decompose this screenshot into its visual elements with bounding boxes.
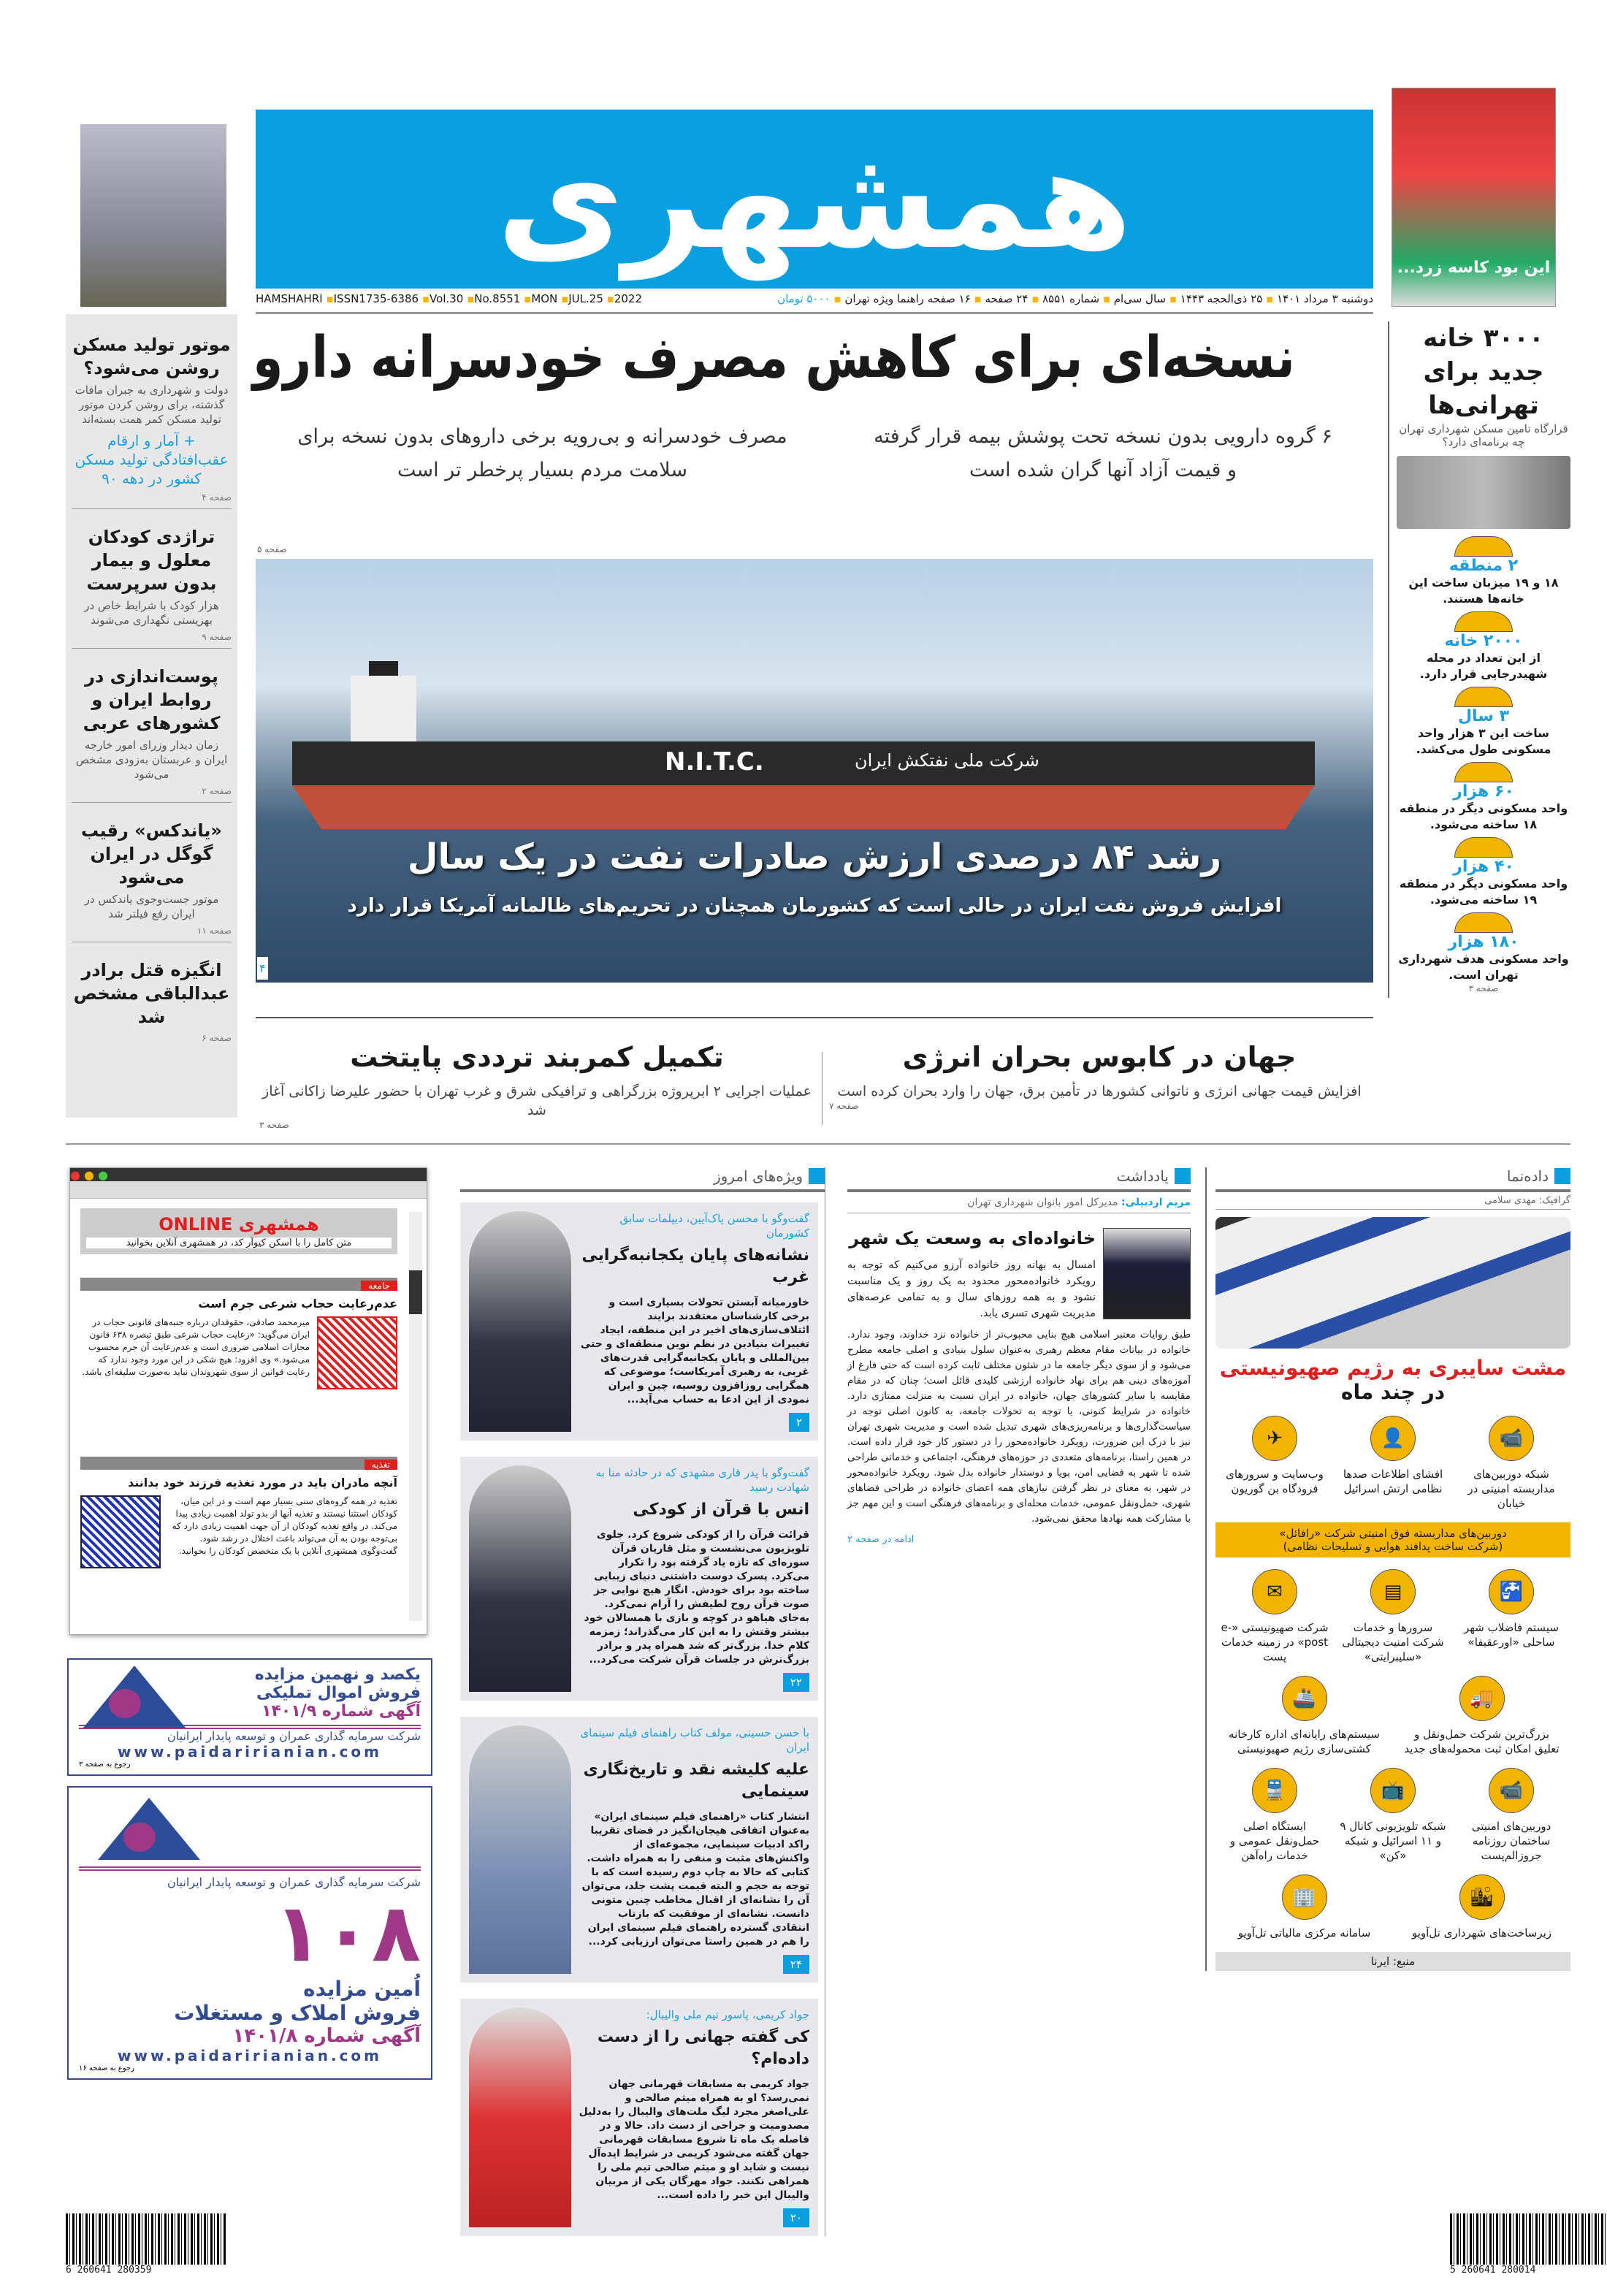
stat-item: ۲۰۰۰ خانه از این تعداد در محله شهیدرجایی قرار دارد. [1397, 611, 1570, 682]
housing-infographic: ۳۰۰۰ خانه جدید برای تهرانی‌ها قرارگاه تامین مسکن شهرداری تهران چه برنامه‌ای دارد؟ ۲ منطقه ۱۸ و ۱۹ میزبان ساخت این خانه‌ها هستند. ۲۰۰۰ خانه از این تعداد در محله شهیدرجایی قرار دارد. ۳ سال ساخت این ۳ هزار واحد مسکونی طول می‌کشد. ۶۰ هزار واحد مسکونی دیگر در منطقه ۱۸ ساخته می‌شود. ۴۰ هزار واحد مسکونی دیگر در منطقه ۱۹ ساخته می‌شود. ۱۸۰ هزار واحد مسکونی هدف شهرداری تهران است. صفحه ۳ [1388, 321, 1570, 998]
target-item: ▤ سرورها و خدمات شرکت امنیت دیجیتالی «سلیبرایتی» [1338, 1569, 1448, 1664]
online-item[interactable]: جامعه عدم‌رعایت حجاب شرعی جرم است میرمحمد صادقی، حقوقدان درباره جنبه‌های قانونی حجاب در ایران می‌گوید: «رعایت حجاب شرعی طبق تبصره ۶۳۸ قانون مجازات اسلامی ضروری است و عدم‌رعایت آن جرم محسوب می‌شود.» وی افزود: هیچ شکی در این مورد وجود ندارد که رعایت قوانین از سوی شهروندان نباید به‌صورت سلیقه‌ای باشد. [80, 1278, 397, 1389]
left-story[interactable]: موتور تولید مسکن روشن می‌شود؟ دولت و شهرداری به جبران مافات گذشته، برای روشن کردن موتور تولید مسکن کمر همت بسته‌اند + آمار و ارقام عقب‌افتادگی تولید مسکن کشور در دهه ۹۰ صفحه ۴ [72, 324, 232, 509]
feature-item[interactable]: گفت‌وگو با پدر قاری مشهدی که در حادثه منا به شهادت رسید انس با قرآن از کودکی قرائت قرآن را از کودکی شروع کرد. جلوی تلویزیون می‌نشست و مثل قاریان قرآن سوره‌ای که تازه یاد گرفته بود را تکرار می‌کرد. پسرک دوست داشتنی دنیای زیبایی ساخته بود برای خودش. انگار هیچ نوایی جز صوت قرآن روح لطیفش را آرام نمی‌کرد. به‌جای هیاهو در کوچه و بازی با همسالان خود بیشتر وقتش را به این کار می‌گذراند؛ زمزمه کلام خدا. بزرگ‌تر که شد همراه پدر و برادر بزرگ‌ترش در جلسات قرآن شرکت می‌کرد... ۲۲ [460, 1457, 818, 1701]
person-photo [469, 1211, 571, 1432]
person-photo [469, 1465, 571, 1692]
left-story[interactable]: «یاندکس» رقیب گوگل در ایران می‌شود موتور جست‌وجوی یاندکس در ایران رفع فیلتر شد صفحه ۱۱ [72, 810, 232, 942]
city-icon [1454, 912, 1513, 933]
target-row [1215, 1416, 1570, 1511]
laptop-image [1215, 1217, 1570, 1349]
masthead-logo: همشهری [256, 110, 1373, 289]
target-row [1215, 1768, 1570, 1863]
left-story[interactable]: پوست‌اندازی در روابط ایران و کشورهای عربی زمان دیدار وزرای امور خارجه ایران و عربستان به‌زودی مشخص می‌شود صفحه ۲ [72, 656, 232, 803]
truck-icon: 🚚 [1459, 1676, 1505, 1721]
features-column [460, 1167, 825, 2236]
target-item: 📹 دوربین‌های امنیتی ساختمان روزنامه جروزالم‌پست [1457, 1768, 1566, 1863]
ship-icon: 🚢 [1282, 1676, 1327, 1721]
soldier-icon: 👤 [1370, 1416, 1416, 1461]
target-row [1215, 1676, 1570, 1756]
tanker-illustration [292, 661, 1315, 829]
target-row [1215, 1569, 1570, 1664]
section-header: داده‌نما [1215, 1167, 1570, 1192]
target-item: 🏙 زیرساخت‌های شهرداری تل‌آویو [1402, 1874, 1562, 1940]
qr-code[interactable] [80, 1495, 161, 1568]
left-story[interactable]: انگیزه قتل برادر عبدالباقی مشخص شد صفحه ۶ [73, 960, 232, 1043]
section-header: یادداشت [847, 1167, 1191, 1192]
person-photo [469, 1725, 571, 1974]
city-icon: 🏙 [1459, 1874, 1505, 1920]
target-item: 👤 افشای اطلاعات صدها نظامی ارتش اسرائیل [1338, 1416, 1448, 1511]
online-browser-frame: ● ● ● همشهری ONLINE متن کامل را با اسکن کیوآر کد، در همشهری آنلاین بخوانید جامعه عدم‌رعایت حجاب شرعی جرم است میرمحمد صادقی، حقوقدان درباره جنبه‌های قانونی حجاب در ایران می‌گوید: «رعایت حجاب شرعی طبق تبصره ۶۳۸ قانون مجازات اسلامی ضروری است و عدم‌رعایت آن جرم محسوب می‌شود.» وی افزود: هیچ شکی در این مورد وجود ندارد که رعایت قوانین از سوی شهروندان نباید به‌صورت سلیقه‌ای باشد. تغذیه آنچه مادران باید در مورد تغذیه فرزند خود بدانند تغذیه در همه گروه‌های سنی بسیار مهم است و در این میان، کودکان استثنا نیستند و تغذیه آنها از بدو تولد اهمیت زیادی پیدا می‌کند. در واقع تغذیه کودکان از آن جهت اهمیت زیادی دارد که بی‌توجه بودن به آن می‌تواند باعث اختلال در رشد شود. گفت‌وگوی همشهری آنلاین با یک متخصص کودکان را بخوانید. [69, 1167, 427, 1635]
cctv-icon: 📹 [1489, 1416, 1534, 1461]
region-map-icon [1454, 762, 1513, 782]
sewage-icon: 🚰 [1489, 1569, 1534, 1614]
region-map-icon [1454, 837, 1513, 858]
target-item: 🚰 سیستم فاضلاب شهر ساحلی «اورعقیفا» [1457, 1569, 1566, 1664]
volleyball-player-photo [469, 2007, 571, 2227]
train-icon: 🚆 [1252, 1768, 1297, 1813]
left-column [66, 314, 237, 1118]
stat-item: ۱۸۰ هزار واحد مسکونی هدف شهرداری تهران است. صفحه ۳ [1397, 912, 1570, 993]
feature-item[interactable]: جواد کریمی، پاسور تیم ملی والیبال: کی گفته جهانی را از دست داده‌ام؟ جواد کریمی به مسابقات قهرمانی جهان نمی‌رسد؟ او به همراه میثم صالحی و علی‌اصغر مجرد لیگ ملت‌های والیبال را به‌دلیل مصدومیت و جراحی از دست داد. حالا و در فاصله یک ماه تا شروع مسابقات قهرمانی جهان گفته می‌شود کریمی در شرایط ایده‌آل نیست و شاید او و میثم صالحی تیم ملی را همراهی نکنند. جواد مهرگان یکی از مربیان والیبال این خبر را داده است... ۲۰ [460, 1999, 818, 2236]
oil-tanker-photo[interactable]: N.I.T.C. شرکت ملی نفتکش ایران رشد ۸۴ درصدی ارزش صادرات نفت در یک سال افزایش فروش نفت ایران در حالی است که کشورمان همچنان در تحریم‌های ظالمانه آمریکا قرار دارد ۴ [256, 559, 1373, 983]
cyber-infographic: داده‌نما گرافیک: مهدی سلامی مشت سایبری به رژیم صهیونیستی در چند ماه 📹 شبکه دوربین‌های مداربسته امنیتی در خیابان 👤 افشای اطلاعات صدها نظامی ارتش اسرائیل ✈ وب‌سایت و سرورهای فرودگاه بن گوریون دوربین‌های مداربسته فوق امنیتی شرکت «رافائل» (شرکت ساخت پدافند هوایی و تسلیحات نظامی) 🚰 سیستم فاضلاب شهر ساحلی «اورعقیفا» ▤ سرورها و خدمات شرکت امنیت دیجیتالی «سلیبرایتی» ✉ شرکت صهیونیستی «e-post» در زمینه خدمات پست 🚚 بزرگ‌ترین شرکت حمل‌ونقل و تعلیق امکان ثبت محموله‌های جدید 🚢 سیستم‌های رایانه‌ای اداره کارخانه کشتی‌سازی رژیم صهیونیستی 📹 دوربین‌های امنیتی ساختمان روزنامه جروزالم‌پست 📺 شبکه تلویزیونی کانال ۹ و ۱۱ اسرائیل و شبکه «کن» 🚆 ایستگاه اصلی حمل‌ونقل عمومی و خدمات راه‌آهن 🏙 زیرساخت‌های شهرداری تل‌آویو 🏢 سامانه مرکزی مالیاتی تل‌آویو منبع: ایرنا [1205, 1167, 1570, 1971]
stat-item: ۳ سال ساخت این ۳ هزار واحد مسکونی طول می‌کشد. [1397, 687, 1570, 758]
airplane-icon: ✈ [1252, 1416, 1297, 1461]
photo-subhead: افزایش فروش نفت ایران در حالی است که کشورمان همچنان در تحریم‌های ظالمانه آمریکا قرار دارد [347, 895, 1282, 917]
dateline-en: HAMSHAHRI ▪ISSN1735-6386 ▪Vol.30 ▪No.8551 ▪MON ▪JUL.25 ▪2022 [256, 292, 643, 305]
target-item: 📹 شبکه دوربین‌های مداربسته امنیتی در خیابان [1457, 1416, 1566, 1511]
map-icon [1454, 536, 1513, 557]
target-item: 🏢 سامانه مرکزی مالیاتی تل‌آویو [1224, 1874, 1385, 1940]
target-item: 📺 شبکه تلویزیونی کانال ۹ و ۱۱ اسرائیل و شبکه «کن» [1338, 1768, 1448, 1863]
barcode-right: 5 260641 280014 [1450, 2213, 1607, 2276]
auction-ad-109[interactable]: یکصد و نهمین مزایده فروش اموال تملیکی آگهی شماره ۱۴۰۱/۹ شرکت سرمایه گذاری عمران و توسعه پایدار ایرانیان www.paidaririanian.com رجوع به صفحه ۳ [67, 1658, 432, 1776]
dateline [256, 292, 1373, 314]
editorial-column: یادداشت مریم اردبیلی: مدیرکل امور بانوان شهرداری تهران خانواده‌ای به وسعت یک شهر امسال به بهانه روز خانواده آرزو می‌کنیم که توجه به رویکرد خانواده‌محور محدود به یک روز و یک مناسبت نشود و به همه روزهای سال و به تمامی عرصه‌های مدیریت شهری تسری یابد. طبق روایات معتبر اسلامی هیچ بنایی محبوب‌تر از خانواده نزد خداوند، وجود ندارد. خانواده در بیانات مقام معظم رهبری به‌عنوان سلول بنیادی و اصلی جامعه مطرح می‌شود و از سوی دیگر جامعه ما در شئون مختلف ثابت کرده است که حتی فارغ از آموزه‌های دینی هم برای نهاد خانواده ارزشی کلیدی قائل است؛ چنان که در مقام مقایسه با سایر کشورهای جهان، خانواده در ایران نسبت به منزلت ممتازی دارد. خانواده در شرایط کنونی، با توجه به تحولات جامعه، به کانون اصلی توجه در سیاست‌گذاری‌ها و برنامه‌ریزی‌های شهری تبدیل شده است و مدیریت شهری تهران نیز با درک این ضرورت، رویکرد خانواده‌محور را در دستور کار خود قرار داده است. در همین راستا، برنامه‌های متعددی در حوزه‌های فرهنگی، اجتماعی و خدماتی طراحی شده تا شهر به فضایی امن، پویا و دوستدار خانواده بدل شود. رویکرد خانواده‌محور در شهر، به معنای در نظر گرفتن نیازهای همه اعضای خانواده در طراحی فضاهای شهری، حمل‌ونقل عمومی، خدمات محله‌ای و برنامه‌های فرهنگی است و این مهم جز با مشارکت همه نهادها محقق نمی‌شود. ادامه در صفحه ۲ [847, 1167, 1191, 1545]
calendar-icon [1454, 687, 1513, 707]
bottom-story-beltway[interactable]: تکمیل کمربند ترددی پایتخت عملیات اجرایی ۲ ابرپروژه بزرگراهی و ترافیکی شرق و غرب تهران با حضور علیرضا زاکانی آغاز شد صفحه ۳ [259, 1041, 812, 1130]
rafael-banner: دوربین‌های مداربسته فوق امنیتی شرکت «رافائل» (شرکت ساخت پدافند هوایی و تسلیحات نظامی) [1215, 1522, 1570, 1557]
auction-ad-108[interactable]: شرکت سرمایه گذاری عمران و توسعه پایدار ایرانیان ۱۰۸ اُمین مزایده فروش املاک و مستغلات آگهی شماره ۱۴۰۱/۸ www.paidaririanian.com رجوع به صفحه ۱۶ [67, 1786, 432, 2080]
feature-item[interactable]: گفت‌وگو با محسن پاک‌آیین، دیپلمات سابق کشورمان نشانه‌های پایان یکجانبه‌گرایی غرب خاورمیانه آبستن تحولات بسیاری است و برخی کارشناسان معتقدند برایند ائتلاف‌سازی‌های اخیر در این منطقه، ایجاد تغییرات بنیادین در نظم نوین منطقه‌ای و حتی بین‌المللی و پایان یکجانبه‌گرایی قدرت‌های غربی، به رهبری آمریکاست؛ موضوعی که همگرایی روزافزون روسیه، چین و ایران نمودی از این ادعا به حساب می‌آید... ۲ [460, 1202, 818, 1441]
lead-headline[interactable]: نسخه‌ای برای کاهش مصرف خودسرانه دارو [252, 325, 1295, 391]
bottom-story-energy[interactable]: جهان در کابوس بحران انرژی افزایش قیمت جهانی انرژی و ناتوانی کشورها در تأمین برق، جهان را وارد بحران کرده است صفحه ۷ [829, 1041, 1362, 1111]
target-item: ✉ شرکت صهیونیستی «e-post» در زمینه خدمات پست [1220, 1569, 1329, 1664]
browser-titlebar: ● ● ● [70, 1168, 427, 1181]
scrollbar[interactable] [409, 1212, 422, 1621]
dateline-fa: دوشنبه ۳ مرداد ۱۴۰۱ ▪ ۲۵ ذی‌الحجه ۱۴۴۳ ▪ سال سی‌ام ▪ شماره ۸۵۵۱ ▪ ۲۴ صفحه ▪ ۱۶ صفحه راهنما ویژه تهران ▪ ۵۰۰۰ تومان [777, 292, 1373, 305]
tv-icon: 📺 [1370, 1768, 1416, 1813]
buildings-icon [1454, 611, 1513, 632]
target-item: 🚚 بزرگ‌ترین شرکت حمل‌ونقل و تعلیق امکان ثبت محموله‌های جدید [1402, 1676, 1562, 1756]
target-item: 🚢 سیستم‌های رایانه‌ای اداره کارخانه کشتی‌سازی رژیم صهیونیستی [1224, 1676, 1385, 1756]
browser-address-bar[interactable] [70, 1181, 427, 1199]
left-story[interactable]: تراژدی کودکان معلول و بیمار بدون سرپرست هزار کودک با شرایط خاص در بهزیستی نگهداری می‌شوند صفحه ۹ [72, 516, 232, 649]
cctv-icon: 📹 [1489, 1768, 1534, 1813]
section-header: ویژه‌های امروز [460, 1167, 825, 1192]
ads-stack [67, 1658, 432, 2080]
photo-headline[interactable]: رشد ۸۴ درصدی ارزش صادرات نفت در یک سال [407, 836, 1222, 877]
online-item[interactable]: تغذیه آنچه مادران باید در مورد تغذیه فرزند خود بدانند تغذیه در همه گروه‌های سنی بسیار مهم است و در این میان، کودکان استثنا نیستند و تغذیه آنها از بدو تولد اهمیت زیادی پیدا می‌کند. در واقع تغذیه کودکان از آن جهت اهمیت زیادی دارد که بی‌توجه بودن به آن می‌تواند باعث اختلال در رشد شود. گفت‌وگوی همشهری آنلاین با یک متخصص کودکان را بخوانید. [80, 1457, 397, 1568]
target-row [1215, 1874, 1570, 1940]
mail-icon: ✉ [1252, 1569, 1297, 1614]
building-icon: 🏢 [1282, 1874, 1327, 1920]
feature-item[interactable]: با حسن حسینی، مولف کتاب راهنمای فیلم سینمای ایران علیه کلیشه نقد و تاریخ‌نگاری سینمایی انتشار کتاب «راهنمای فیلم سینمای ایران» به‌عنوان اتفاقی هیجان‌انگیز در فضای تقریبا راکد ادبیات سینمایی، مجموعه‌ای از واکنش‌های مثبت و منفی را به همراه داشت. کتابی که حالا به چاپ دوم رسیده است که با توجه به حجم و البته قیمت پشت جلد، می‌توان آن را نشانه‌ای از اقبال مخاطب چنین متونی دانست. نشانه‌ای از موفقیت که بازتاب انتقادی گسترده راهنمای فیلم سینمای ایران را هم در همین راستا می‌توان ارزیابی کرد... ۲۴ [460, 1717, 818, 1983]
qr-code[interactable] [317, 1316, 397, 1389]
server-icon: ▤ [1370, 1569, 1416, 1614]
lead-subhead-right: ۶ گروه دارویی بدون نسخه تحت پوشش بیمه قرار گرفته و قیمت آزاد آنها گران شده است [874, 425, 1332, 481]
target-item: ✈ وب‌سایت و سرورهای فرودگاه بن گوریون [1220, 1416, 1329, 1511]
author-photo [1103, 1228, 1191, 1319]
building-illustration [1397, 456, 1570, 529]
lead-subhead-left: مصرف خودسرانه و بی‌رویه برخی داروهای بدون نسخه برای سلامت مردم بسیار پرخطر تر است [297, 425, 787, 481]
barcode-left: 6 260641 280359 [66, 2213, 226, 2276]
stat-item: ۴۰ هزار واحد مسکونی دیگر در منطقه ۱۹ ساخته می‌شود. [1397, 837, 1570, 908]
stat-item: ۲ منطقه ۱۸ و ۱۹ میزبان ساخت این خانه‌ها هستند. [1397, 536, 1570, 607]
target-item: 🚆 ایستگاه اصلی حمل‌ونقل عمومی و خدمات راه‌آهن [1220, 1768, 1329, 1863]
stat-item: ۶۰ هزار واحد مسکونی دیگر در منطقه ۱۸ ساخته می‌شود. [1397, 762, 1570, 833]
sports-edition-thumbnail[interactable]: این بود کاسه زرد... [1392, 88, 1556, 307]
construction-photo [80, 124, 226, 307]
